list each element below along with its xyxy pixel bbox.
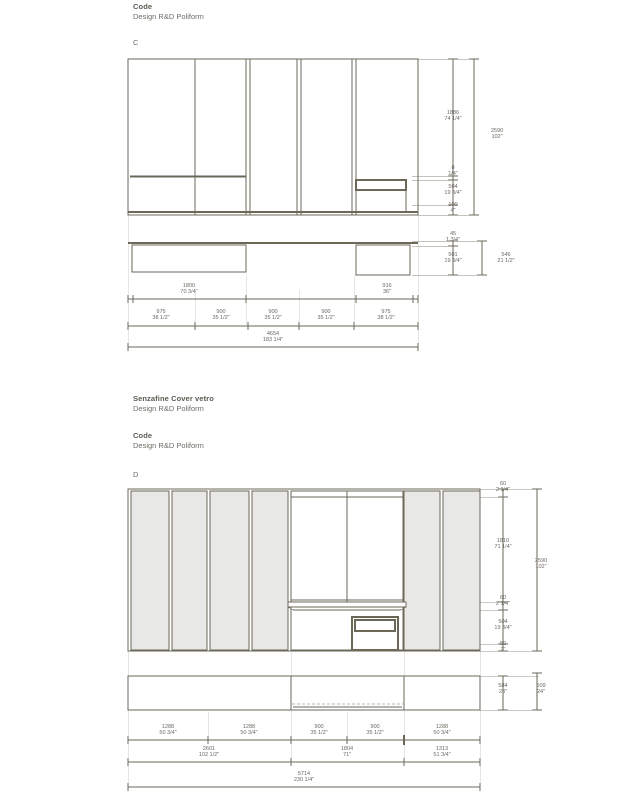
section-d-intro-title: Senzafine Cover vetro <box>133 394 214 403</box>
section-c-designer: Design R&D Poliform <box>133 12 204 21</box>
dim-c-overall: 4654 183 1/4" <box>262 331 284 344</box>
dim-d-mod-3: 900 35 1/2" <box>310 724 328 737</box>
section-d-intro-designer: Design R&D Poliform <box>133 404 204 413</box>
dim-d-mod-4: 900 35 1/2" <box>366 724 384 737</box>
section-c-letter: C <box>133 38 139 47</box>
dim-d-mod-2: 1288 50 3/4" <box>240 724 258 737</box>
section-d-title: Code <box>133 431 153 440</box>
dim-d-elev-504: 504 19 3/4" <box>494 619 512 632</box>
dim-d-overall: 5714 230 1/4" <box>293 771 315 784</box>
dim-c-plan-45: 45 1 3/4" <box>445 231 461 244</box>
dim-d-elev-1810: 1810 71 1/4" <box>494 538 512 551</box>
dim-d-mod-5: 1288 50 3/4" <box>433 724 451 737</box>
dim-c-elev-8: 8 1/4" <box>448 165 458 178</box>
center-shelf-slab <box>288 602 406 607</box>
section-d-designer: Design R&D Poliform <box>133 441 204 450</box>
dim-d-elev-total: 2590 102" <box>534 558 548 571</box>
dim-d-elev-60a: 60 2 1/4" <box>495 481 511 494</box>
dim-c-mod-4: 900 35 1/2" <box>317 309 335 322</box>
dim-c-mod-1: 975 38 1/2" <box>152 309 170 322</box>
dim-c-plan-1800: 1800 70 3/4" <box>180 283 198 296</box>
dim-d-elev-50: 50 2" <box>499 641 507 654</box>
dim-d-plan-584: 584 23" <box>498 683 508 696</box>
dim-c-elev-100: 100 4" <box>448 202 458 215</box>
dim-d-group-1: 2601 102 1/2" <box>198 746 220 759</box>
dim-c-elev-1886: 1886 74 1/4" <box>444 110 462 123</box>
dim-d-group-3: 1313 51 3/4" <box>433 746 451 759</box>
dim-c-plan-501: 501 19 3/4" <box>444 252 462 265</box>
dim-d-group-2: 1804 71" <box>340 746 354 759</box>
glass-panel-1 <box>131 491 169 650</box>
dim-c-elev-total: 2590 102" <box>490 128 504 141</box>
dim-c-elev-504: 504 19 3/4" <box>444 184 462 197</box>
glass-panel-6 <box>443 491 480 650</box>
glass-panel-4 <box>252 491 288 650</box>
plan-d-outline <box>128 676 480 710</box>
dim-c-mod-5: 975 38 1/2" <box>377 309 395 322</box>
dim-c-plan-916: 916 36" <box>382 283 392 296</box>
glass-panel-2 <box>172 491 207 650</box>
section-c-title: Code <box>133 2 153 11</box>
dim-d-plan-609: 609 24" <box>536 683 546 696</box>
glass-panel-5 <box>404 491 440 650</box>
dim-c-mod-2: 900 35 1/2" <box>212 309 230 322</box>
dim-c-mod-3: 900 35 1/2" <box>264 309 282 322</box>
section-d-letter: D <box>133 470 139 479</box>
dim-c-plan-total: 546 21 1/2" <box>497 252 515 265</box>
glass-panel-3 <box>210 491 249 650</box>
dim-d-mod-1: 1288 50 3/4" <box>159 724 177 737</box>
dim-d-elev-60b: 60 2 1/4" <box>495 595 511 608</box>
